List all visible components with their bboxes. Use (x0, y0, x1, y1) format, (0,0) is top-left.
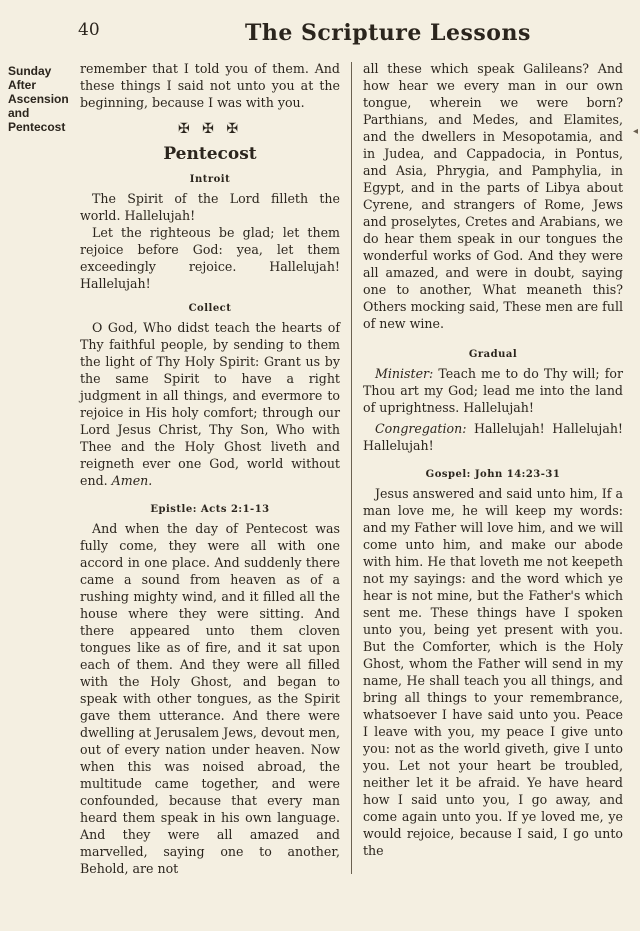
epistle-text: And when the day of Pentecost was fully come, they were all with one accord in one place. And suddenly there came a sound from heaven as of a rushing mighty wind, and it filled all the house where they were sitting. And there appeared unto them cloven tongues like as of fire, and it sat upon each of them. And they were all filled with the Holy Ghost, and began to speak with other tongues, as the Spirit gave them utterance. And there were dwelling at Jerusalem Jews, devout men, out of every nation under heaven. Now when this was noised abroad, the multitude came together, and were confounded, because that every man heard them speak in his own language. And they were all amazed and marvelled, saying one to another, Behold, are not (80, 521, 340, 876)
congregation-label: Congregation: (375, 421, 467, 436)
page-number: 40 (78, 20, 100, 40)
side-label-line: Ascension (8, 92, 69, 106)
introit-verse: Let the righteous be glad; let them rejoice before God: yea, let them exceedingly rejoice. Hallelujah! Hallelujah! (80, 225, 340, 291)
minister-text: Teach me to do Thy will; for Thou art my God; lead me into the land of uprightness. Hallelujah! (363, 366, 623, 415)
side-label-line: Sunday (8, 64, 52, 78)
minister-label: Minister: (375, 366, 434, 381)
side-label-line: After (8, 78, 37, 92)
right-column (363, 60, 623, 859)
side-label (8, 64, 80, 134)
section-title: Pentecost (163, 144, 257, 164)
column-divider (351, 62, 352, 874)
gradual-minister (363, 365, 623, 416)
running-title: The Scripture Lessons (245, 20, 531, 46)
congregation-text: Hallelujah! Hallelujah! Hallelujah! (363, 421, 623, 453)
epistle-continuation: all these which speak Galileans? And how hear we every man in our own tongue, wherein we were born? Parthians, and Medes, and Elamites, and the dwellers in Mesopotamia, and in Judea, and Cappadocia, in Pontus, and Asia, Phrygia, and Pamphylia, in Egypt, and in the parts of Libya about Cyrene, and strangers of Rome, Jews and proselytes, Cretes and Arabians, we do hear them speak in our tongues the wonderful works of God. And they were all amazed, and were in doubt, saying one to another, What meaneth this? Others mocking said, These men are full of new wine. (363, 61, 623, 331)
collect-heading: Collect (188, 303, 232, 314)
gradual-heading: Gradual (468, 349, 518, 360)
introit-heading: Introit (189, 174, 231, 185)
gospel-heading: Gospel: John 14:23-31 (425, 469, 561, 480)
gospel-text: Jesus answered and said unto him, If a man love me, he will keep my words: and my Father will love him, and we will come unto him, and make our abode with him. He that loveth me not keepeth not my sayings: and the word which ye hear is not mine, but the Father's which sent me. These things have I spoken unto you, being yet present with you. But the Comforter, which is the Holy Ghost, whom the Father will send in my name, He shall teach you all things, and bring all things to your remembrance, whatsoever I have said unto you. Peace I leave with you, my peace I give unto you: not as the world giveth, give I unto you. Let not your heart be troubled, neither let it be afraid. Ye have heard how I said unto you, I go away, and come again unto you. If ye loved me, ye would rejoice, because I said, I go unto the (363, 486, 623, 858)
collect-amen: Amen. (111, 473, 153, 488)
gospel-continuation: remember that I told you of them. And these things I said not unto you at the beginning, because I was with you. (80, 61, 340, 110)
gradual-congregation (363, 420, 623, 454)
side-label-line: and (8, 106, 30, 120)
collect-body: O God, Who didst teach the hearts of Thy faithful people, by sending to them the light of Thy Holy Spirit: Grant us by the same Spirit to have a right judgment in all things, and evermore to rejoice in His holy comfort; through our Lord Jesus Christ, Thy Son, Who with Thee and the Holy Ghost liveth and reigneth ever one God, world without end. (80, 320, 340, 488)
crosses-ornament: ✠ ✠ ✠ (177, 121, 243, 137)
collect-text (80, 319, 340, 489)
introit-verse: The Spirit of the Lord filleth the world. Hallelujah! (80, 191, 340, 223)
side-label-line: Pentecost (8, 120, 66, 134)
epistle-heading: Epistle: Acts 2:1-13 (150, 504, 270, 515)
page-edge-mark: ◂ (632, 126, 638, 137)
left-column (80, 60, 340, 877)
